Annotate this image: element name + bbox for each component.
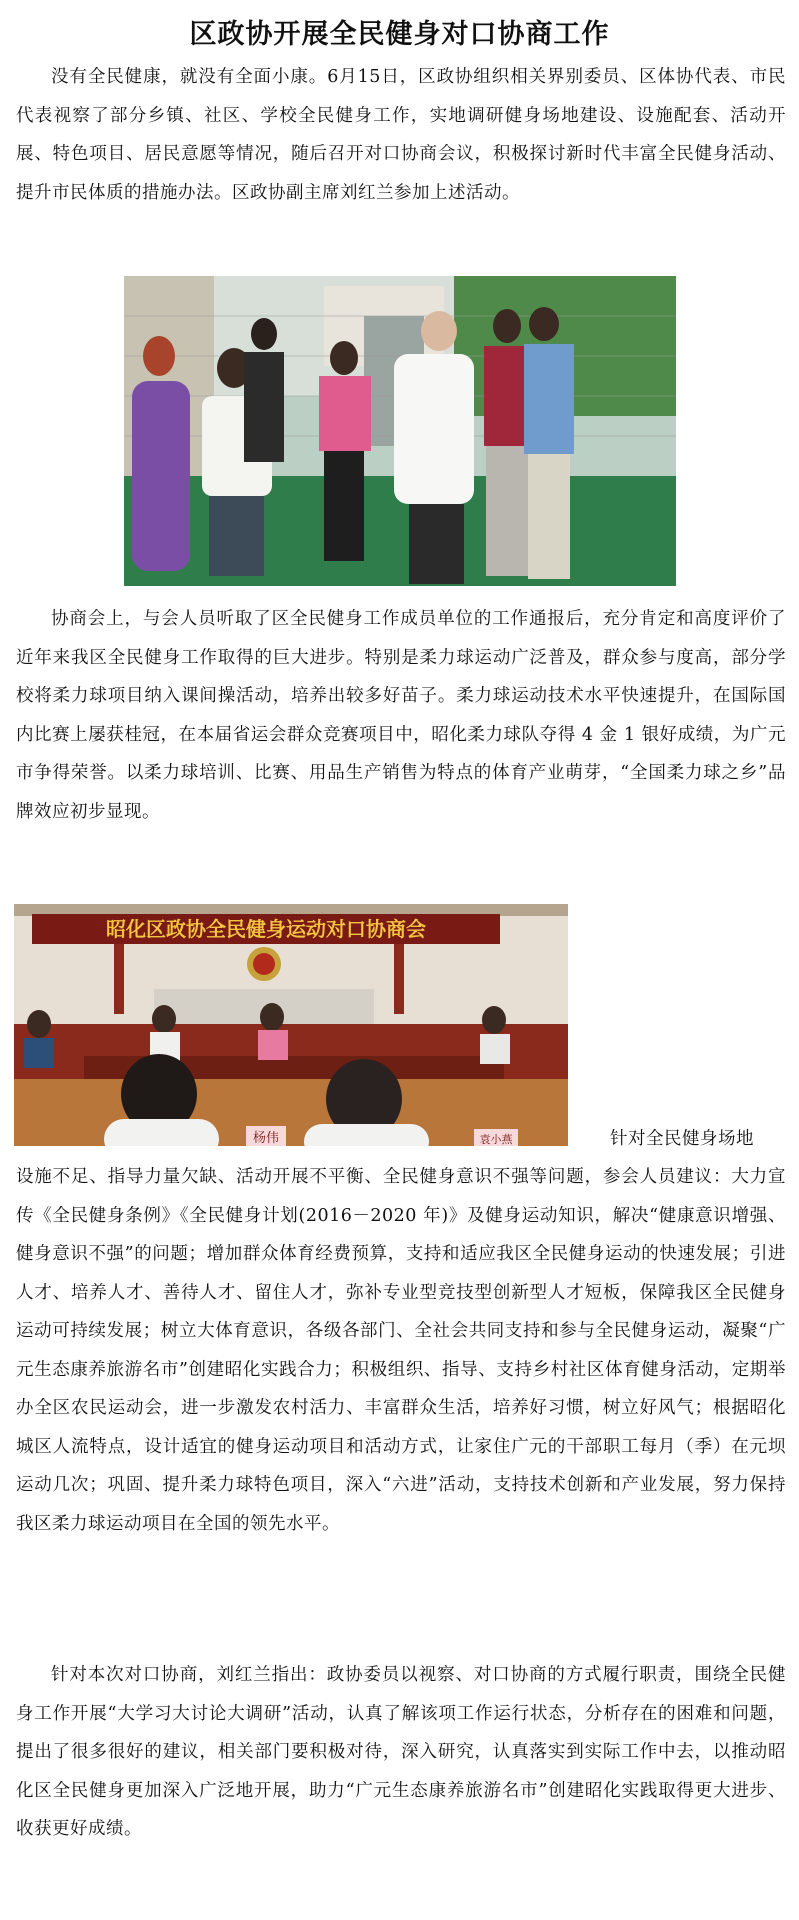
paragraph-conclusion: 针对本次对口协商，刘红兰指出：政协委员以视察、对口协商的方式履行职责，围绕全民健身工作开展“大学习大讨论大调研”活动，认真了解该项工作运行状态，分析存在的困难和问题，提出了很多很好的建议，相关部门要积极对待，深入研究，认真落实到实际工作中去，以推动昭化区全民健身更加深入广泛地开展，助力“广元生态康养旅游名市”创建昭化实践取得更大进步、收获更好成绩。 [16,1665,786,1839]
meeting-photo-drawing [14,904,568,1146]
inspection-photo [124,276,676,586]
paragraph-suggestions: 设施不足、指导力量欠缺、活动开展不平衡、全民健身意识不强等问题，参会人员建议：大力宣传《全民健身条例》《全民健身计划(2016－2020 年)》及健身运动知识，解决“健康意识增强、健身意识不强”的问题；增加群众体育经费预算，支持和适应我区全民健身运动的快速发展；引进人才、培养人才、善待人才、留住人才，弥补专业型竞技型创新型人才短板，保障我区全民健身运动可持续发展；树立大体育意识，各级各部门、全社会共同支持和参与全民健身运动，凝聚“广元生态康养旅游名市”创建昭化实践合力；积极组织、指导、支持乡村社区体育健身活动，定期举办全区农民运动会，进一步激发农村活力、丰富群众生活，培养好习惯，树立好风气；根据昭化城区人流特点，设计适宜的健身运动项目和活动方式，让家住广元的干部职工每月（季）在元坝运动几次；巩固、提升柔力球特色项目，深入“六进”活动，支持技术创新和产业发展，努力保持我区柔力球运动项目在全国的领先水平。 [16,1167,786,1534]
nameplate-left: 杨伟 [252,1131,280,1146]
article-title: 区政协开展全民健身对口协商工作 [189,19,610,50]
paragraph-suggestions-lead: 针对全民健身场地 [610,1129,754,1149]
nameplate-right: 袁小燕 [479,1133,513,1146]
paragraph-intro: 没有全民健康，就没有全面小康。6月15日，区政协组织相关界别委员、区体协代表、市民代表视察了部分乡镇、社区、学校全民健身工作，实地调研健身场地建设、设施配套、活动开展、特色项目、居民意愿等情况，随后召开对口协商会议，积极探讨新时代丰富全民健身活动、提升市民体质的措施办法。区政协副主席刘红兰参加上述活动。 [16,67,786,203]
inspection-photo-drawing [124,276,676,586]
paragraph-meeting: 协商会上，与会人员听取了区全民健身工作成员单位的工作通报后，充分肯定和高度评价了近年来我区全民健身工作取得的巨大进步。特别是柔力球运动广泛普及，群众参与度高，部分学校将柔力球项目纳入课间操活动，培养出较多好苗子。柔力球运动技术水平快速提升，在国际国内比赛上屡获桂冠，在本届省运会群众竞赛项目中，昭化柔力球队夺得 4 金 1 银好成绩，为广元市争得荣誉。以柔力球培训、比赛、用品生产销售为特点的体育产业萌芽，“全国柔力球之乡”品牌效应初步显现。 [16,609,786,822]
meeting-photo [14,904,568,1146]
meeting-banner: 昭化区政协全民健身运动对口协商会 [106,917,426,941]
